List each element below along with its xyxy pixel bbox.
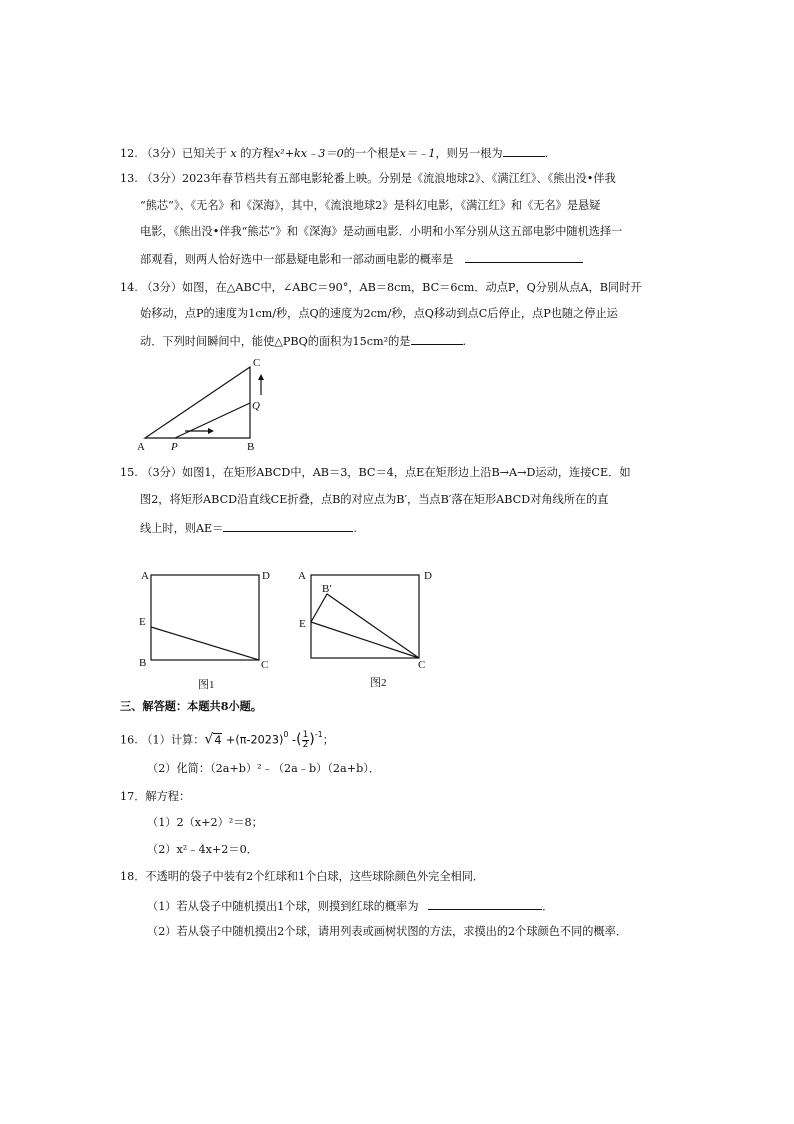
fold-triangle-fig2 xyxy=(311,594,419,658)
q15-line-2: 图2，将矩形ABCD沿直线CE折叠，点B的对应点为B′，当点B′落在矩形ABCD对角线所在的直 xyxy=(140,493,609,506)
q12-root: x＝﹣1 xyxy=(399,147,436,160)
q17-part-1: （1）2（x+2）²＝8； xyxy=(147,816,263,829)
q12-text-d: ，则另一根为 xyxy=(435,147,503,160)
label-a: A xyxy=(137,441,145,453)
q14-line-2: 始移动，点P的速度为1cm/秒，点Q的速度为2cm/秒，点Q移动到点C后停止，点P也随之停止运 xyxy=(140,307,618,320)
fig2-label-bprime: B′ xyxy=(322,583,332,595)
q16-frac-den: 2 xyxy=(302,740,309,750)
label-c: C xyxy=(253,357,261,369)
q12-text-c: 的一个根是 xyxy=(343,147,400,160)
q16-semicolon: ； xyxy=(322,733,334,747)
fig2-label-c: C xyxy=(418,659,426,671)
q13-line-3: 电影，《熊出没•伴我“熊芯”》和《深海》是动画电影．小明和小军分别从这五部电影中随机选择一 xyxy=(140,225,623,238)
q16-exp-neg1: -1 xyxy=(314,730,323,739)
q16-exp0: 0 xyxy=(283,730,289,739)
fig1-label-c: C xyxy=(261,659,269,671)
q14-number: 14. xyxy=(120,281,138,294)
q12-text-a: 已知关于 xyxy=(182,147,227,160)
q16-p1-label: （1）计算： xyxy=(141,733,205,747)
q16-minus: - xyxy=(292,733,297,747)
label-q: Q xyxy=(252,400,260,412)
q16-close-paren: ) xyxy=(309,731,315,748)
sqrt-icon: √ xyxy=(204,731,214,748)
q18-p1-text: （1）若从袋子中随机摸出1个球，则摸到红球的概率为 xyxy=(147,900,419,913)
q12-text-b: 的方程 xyxy=(240,147,274,160)
q14-end: . xyxy=(462,335,467,348)
q18-answer-blank[interactable] xyxy=(428,898,542,910)
q15-number: 15. xyxy=(120,466,138,479)
q15-text-line-1: 如图1，在矩形ABCD中，AB＝3，BC＝4，点E在矩形边上沿B→A→D运动，连接CE．如 xyxy=(182,466,631,479)
fig2-label-d: D xyxy=(424,570,432,582)
q12-number: 12. xyxy=(120,147,138,160)
q16-paren-expr: (π-2023) xyxy=(235,733,284,747)
q15-end: . xyxy=(353,522,357,535)
fig1-label-d: D xyxy=(262,570,270,582)
fig1-caption: 图1 xyxy=(198,679,215,691)
q18-title: 18．不透明的袋子中装有2个红球和1个白球，这些球除颜色外完全相同． xyxy=(120,870,485,883)
q14-score: （3分） xyxy=(141,281,183,294)
q18-p1-end: ． xyxy=(542,900,554,913)
q12-var-x: x xyxy=(230,147,237,160)
q13-line-2: “熊芯”》、《无名》和《深海》，其中，《流浪地球2》是科幻电影，《满江红》和《无名》是悬疑 xyxy=(140,199,601,212)
q18-part-1 xyxy=(147,898,553,914)
q13-number: 13. xyxy=(120,172,138,185)
q13-text-line-4: 部观看，则两人恰好选中一部悬疑电影和一部动画电影的概率是 xyxy=(140,253,454,266)
q16-frac-num: 1 xyxy=(302,730,309,740)
q14-text-line-1: 如图，在△ABC中，∠ABC＝90°，AB＝8cm，BC＝6cm．动点P，Q分别从点A，B同时开 xyxy=(182,281,642,294)
q15-text-line-3: 线上时，则AE＝ xyxy=(140,522,224,535)
q16-open-paren: ( xyxy=(296,731,302,748)
q15-score: （3分） xyxy=(141,466,183,479)
q12-end: . xyxy=(544,147,549,160)
q12-score: （3分） xyxy=(141,147,183,160)
rect-abcd-fig1 xyxy=(151,575,259,660)
fig2-caption: 图2 xyxy=(370,677,387,689)
question-16-part-1 xyxy=(120,731,334,750)
label-p: P xyxy=(171,441,178,453)
q16-number: 16. xyxy=(120,733,138,747)
fig2-label-a: A xyxy=(298,570,306,582)
section-3-heading: 三、解答题：本题共8小题。 xyxy=(120,699,263,713)
q13-text-line-1: 2023年春节档共有五部电影轮番上映。分别是《流浪地球2》、《满江红》、《熊出没•伴我 xyxy=(182,172,616,185)
fig1-label-e: E xyxy=(139,616,146,628)
q17-title: 17．解方程： xyxy=(120,790,191,803)
q16-plus: + xyxy=(226,733,236,747)
q14-text-line-3: 动．下列时间瞬间中，能使△PBQ的面积为15cm²的是 xyxy=(140,335,411,348)
q16-part-2: （2）化简：（2a+b）²﹣（2a﹣b）（2a+b）． xyxy=(147,762,381,775)
q12-equation: x²+kx﹣3＝0 xyxy=(273,147,344,160)
fig1-label-a: A xyxy=(141,570,149,582)
q18-part-2: （2）若从袋子中随机摸出2个球，请用列表或画树状图的方法，求摸出的2个球颜色不同的概率． xyxy=(147,925,628,938)
fig1-label-b: B xyxy=(139,657,147,669)
label-b: B xyxy=(247,441,255,453)
q17-part-2: （2）x²﹣4x+2＝0． xyxy=(147,843,258,856)
q13-score: （3分） xyxy=(141,172,183,185)
segment-ce-fig1 xyxy=(151,627,259,660)
q16-sqrt-arg: 4 xyxy=(214,733,222,747)
fig2-label-e: E xyxy=(299,618,306,630)
